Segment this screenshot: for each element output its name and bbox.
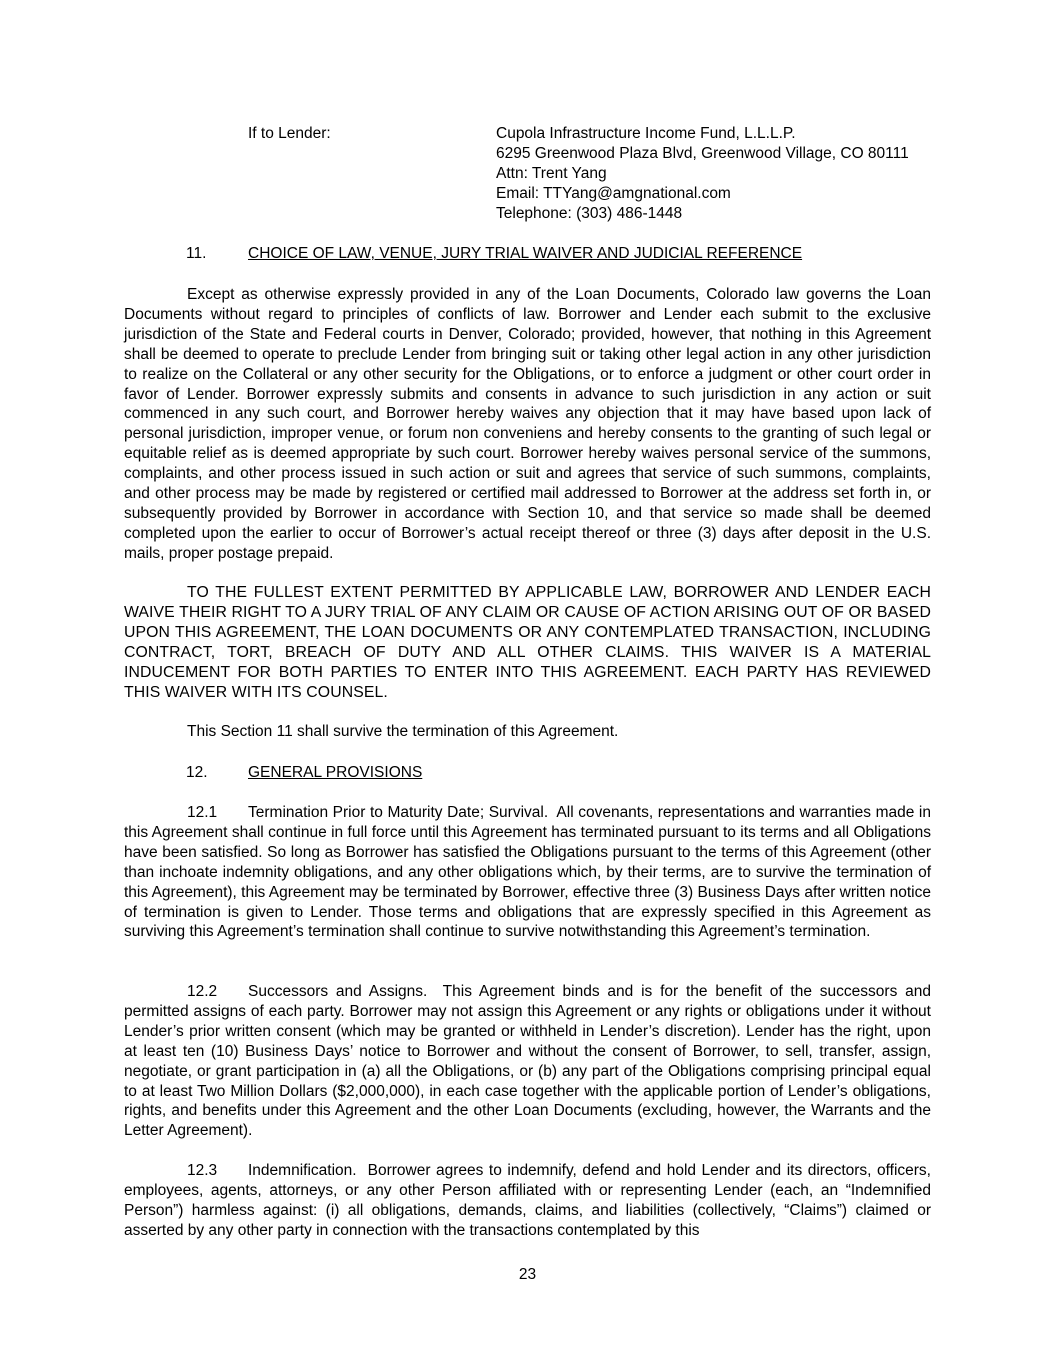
section-12-2-title: Successors and Assigns. xyxy=(248,983,428,1000)
lender-telephone: Telephone: (303) 486-1448 xyxy=(496,205,683,222)
section-11-heading xyxy=(186,244,802,264)
section-12-3-number: 12.3 xyxy=(187,1162,218,1179)
jury-waiver-paragraph xyxy=(124,583,931,703)
section-11-survival-text: This Section 11 shall survive the termination of this Agreement. xyxy=(187,723,619,740)
section-12-3 xyxy=(124,1161,931,1241)
section-11-survival xyxy=(124,722,931,742)
choice-of-law-text: Except as otherwise expressly provided in any of the Loan Documents, Colorado law governs the Loan Documents without regard to principles of conflicts of law. Borrower and Lender each submit to the exclusive jurisdiction of the State and Federal courts in Denver, Colorado; provided, however, that nothing in this Agreement shall be deemed to operate to preclude Lender from bringing suit or taking other legal action in any other jurisdiction to realize on the Collateral or any other security for the Obligations, or to enforce a judgment or other court order in favor of Lender. Borrower expressly submits and consents in advance to such jurisdiction in any action or suit commenced in any such court, and Borrower hereby waives any objection that it may have based upon lack of personal jurisdiction, improper venue, or forum non conveniens and hereby consents to the granting of such legal or equitable relief as is deemed appropriate by such court. Borrower hereby waives personal service of the summons, complaints, and other process issued in such action or suit and agrees that service of such summons, complaints, and other process may be made by registered or certified mail addressed to Borrower at the address set forth in, or subsequently provided by Borrower in accordance with Section 10, and that service so made shall be deemed completed upon the earlier to occur of Borrower’s actual receipt thereof or three (3) days after deposit in the U.S. mails, proper postage prepaid. xyxy=(124,286,931,562)
section-12-3-text: Borrower agrees to indemnify, defend and hold Lender and its directors, officers, employees, agents, attorneys, or any other Person affiliated with or representing Lender (each, an “Indemnified Person”) harmless against: (i) all obligations, demands, claims, and liabilities (collectively, “Claims”) claimed or asserted by any other party in connection with the transactions contemplated by this xyxy=(124,1162,931,1239)
lender-address xyxy=(496,124,909,224)
lender-street: 6295 Greenwood Plaza Blvd, Greenwood Village, CO 80111 xyxy=(496,145,909,162)
section-11-number: 11. xyxy=(186,245,207,262)
section-12-title: GENERAL PROVISIONS xyxy=(248,764,423,781)
lender-name: Cupola Infrastructure Income Fund, L.L.L.P. xyxy=(496,125,796,142)
section-12-number: 12. xyxy=(186,764,208,781)
notice-label: If to Lender: xyxy=(248,125,331,142)
lender-email: Email: TTYang@amgnational.com xyxy=(496,185,731,202)
jury-waiver-text: TO THE FULLEST EXTENT PERMITTED BY APPLICABLE LAW, BORROWER AND LENDER EACH WAIVE THEIR RIGHT TO A JURY TRIAL OF ANY CLAIM OR CAUSE OF ACTION ARISING OUT OF OR BASED UPON THIS AGREEMENT, THE LOAN DOCUMENTS OR ANY CONTEMPLATED TRANSACTION, INCLUDING CONTRACT, TORT, BREACH OF DUTY AND ALL OTHER CLAIMS. THIS WAIVER IS A MATERIAL INDUCEMENT FOR BOTH PARTIES TO ENTER INTO THIS AGREEMENT. EACH PARTY HAS REVIEWED THIS WAIVER WITH ITS COUNSEL. xyxy=(124,584,931,701)
section-12-2-number: 12.2 xyxy=(187,983,218,1000)
section-12-1-text: All covenants, representations and warranties made in this Agreement shall continue in full force until this Agreement has terminated pursuant to its terms and all Obligations have been satisfied. So long as Borrower has satisfied the Obligations pursuant to the terms of this Agreement (other than inchoate indemnity obligations, and any other obligations which, by their terms, are to survive the termination of this Agreement), this Agreement may be terminated by Borrower, effective three (3) Business Days after written notice of termination is given to Lender. Those terms and obligations that are expressly specified in this Agreement as surviving this Agreement’s termination shall continue to survive notwithstanding this Agreement’s termination. xyxy=(124,804,931,941)
section-12-1-number: 12.1 xyxy=(187,804,218,821)
page-number: 23 xyxy=(518,1266,537,1283)
section-12-2 xyxy=(124,982,931,1141)
section-12-2-text: This Agreement binds and is for the benefit of the successors and permitted assigns of each party. Borrower may not assign this Agreement or any rights or obligations under it without Lender’s prior written consent (which may be granted or withheld in Lender’s discretion). Lender has the right, upon at least ten (10) Business Days’ notice to Borrower and without the consent of Borrower, to sell, transfer, assign, negotiate, or grant participation in (a) all the Obligations, or (b) any part of the Obligations comprising principal equal to at least Two Million Dollars ($2,000,000), in each case together with the applicable portion of Lender’s obligations, rights, and benefits under this Agreement and the other Loan Documents (excluding, however, the Warrants and the Letter Agreement). xyxy=(124,983,931,1140)
section-12-heading xyxy=(186,763,422,783)
section-12-3-title: Indemnification. xyxy=(248,1162,357,1179)
section-11-title: CHOICE OF LAW, VENUE, JURY TRIAL WAIVER AND JUDICIAL REFERENCE xyxy=(248,245,803,262)
section-12-1-title: Termination Prior to Maturity Date; Survival. xyxy=(248,804,549,821)
choice-of-law-paragraph xyxy=(124,285,931,564)
lender-attn: Attn: Trent Yang xyxy=(496,165,607,182)
section-12-1 xyxy=(124,803,931,942)
